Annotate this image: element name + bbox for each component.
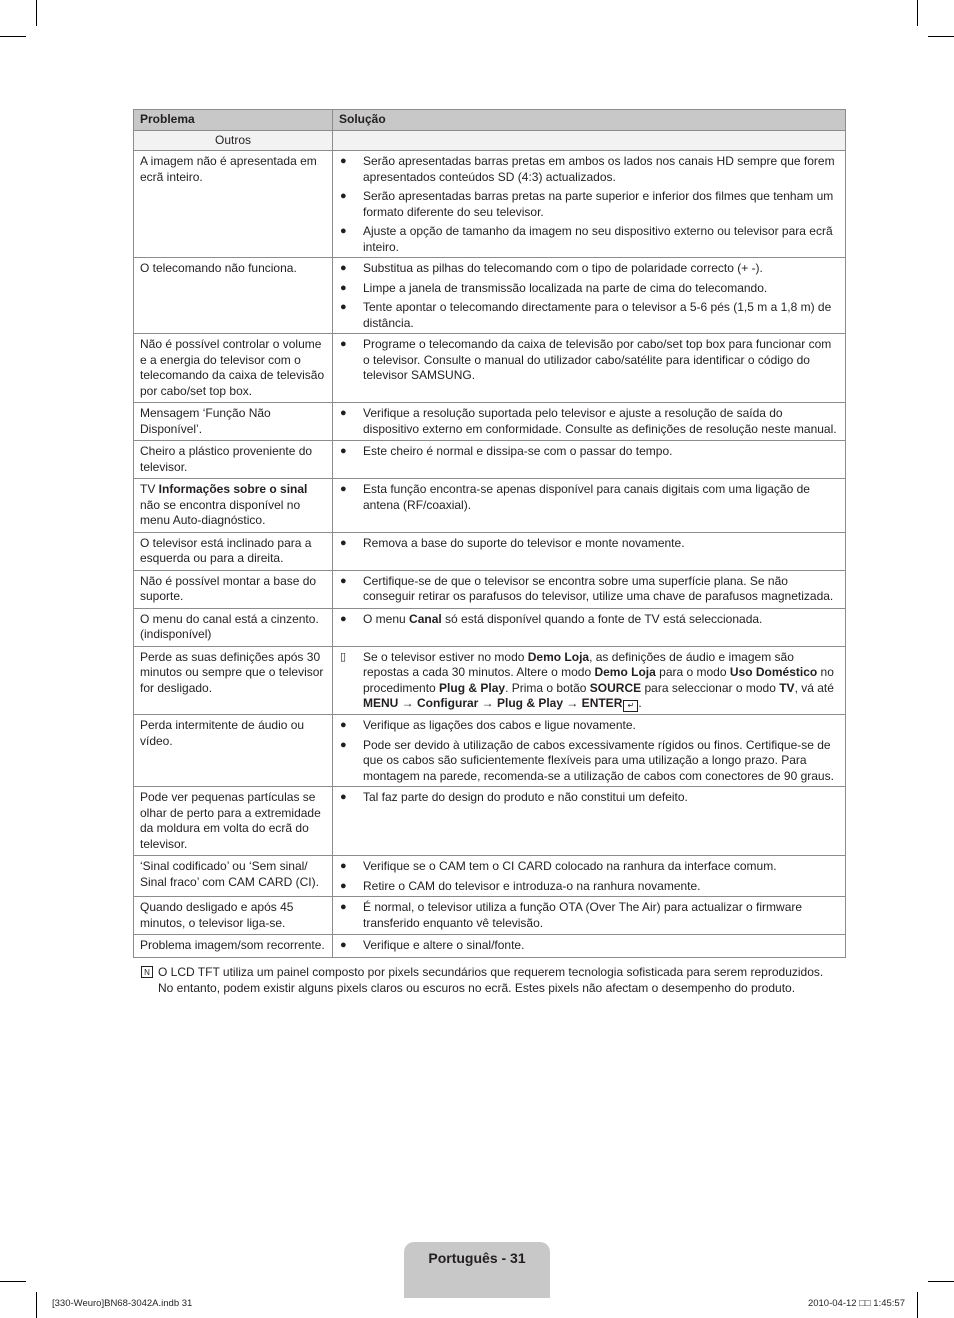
note <box>141 965 841 996</box>
solution-text: Substitua as pilhas do telecomando com o tipo de polaridade correcto (+ -). <box>363 261 763 275</box>
solution-bullet <box>337 574 839 605</box>
solution-cell <box>333 334 846 403</box>
bullet-dot-icon: ● <box>340 536 347 549</box>
solution-text: Tal faz parte do design do produto e não constitui um defeito. <box>363 790 688 804</box>
subheader-label: Outros <box>134 130 333 151</box>
table-row <box>134 151 846 258</box>
bullet-dot-icon: ● <box>340 574 347 587</box>
table-row <box>134 570 846 608</box>
problem-cell: Cheiro a plástico proveniente do televisor. <box>134 441 333 479</box>
solution-text: Verifique e altere o sinal/fonte. <box>363 938 525 952</box>
text-span: , as definições de áudio e imagem são repostas a cada 30 minutos. Altere o modo <box>363 649 794 679</box>
solution-text: Pode ser devido à utilização de cabos excessivamente rígidos ou finos. Certifique-se de que os cabos são suficientemente flexíveis para uma utilização a longo prazo. Para montagem na parede, recomenda-se a utilização de cabos com conectores de 90 graus. <box>363 737 834 783</box>
solution-text: Verifique se o CAM tem o CI CARD colocado na ranhura da interface comum. <box>363 859 777 873</box>
solution-text <box>363 650 839 713</box>
solution-cell <box>333 715 846 787</box>
bullet-dot-icon: ● <box>340 262 347 274</box>
bold-text: TV <box>779 680 795 695</box>
table-row <box>134 935 846 958</box>
solution-text: Serão apresentadas barras pretas na parte superior e inferior dos filmes que tenham um formato diferente do seu televisor. <box>363 189 834 219</box>
table-row <box>134 715 846 787</box>
bullet-dot-icon: ● <box>340 612 347 625</box>
table-row <box>134 608 846 646</box>
solution-bullet <box>337 337 839 384</box>
crop-mark <box>917 1292 918 1318</box>
solution-bullet <box>337 536 839 552</box>
problem-cell: Mensagem ‘Função Não Disponível’. <box>134 403 333 441</box>
solution-text <box>363 612 839 628</box>
solution-cell <box>333 403 846 441</box>
bullet-dot-icon: ● <box>340 901 347 913</box>
problem-cell: Perda intermitente de áudio ou vídeo. <box>134 715 333 787</box>
solution-text: Limpe a janela de transmissão localizada na parte de cima do telecomando. <box>363 280 768 295</box>
bullet-dot-icon: ● <box>340 407 347 419</box>
text-span: Se o televisor estiver no modo <box>363 649 528 664</box>
table-subheader-row <box>134 130 846 151</box>
problem-cell: Não é possível montar a base do suporte. <box>134 570 333 608</box>
solution-bullet <box>337 718 839 734</box>
troubleshooting-table <box>133 109 846 958</box>
table-header-row <box>134 110 846 131</box>
problem-cell: Problema imagem/som recorrente. <box>134 935 333 958</box>
solution-bullet <box>337 938 839 954</box>
solution-bullet <box>337 879 839 895</box>
table-row <box>134 646 846 715</box>
solution-bullet <box>337 482 839 513</box>
text-span: não se encontra disponível no menu Auto-diagnóstico. <box>140 497 301 527</box>
solution-text: Remova a base do suporte do televisor e monte novamente. <box>363 535 685 550</box>
column-header-problem: Problema <box>134 110 333 131</box>
solution-bullet <box>337 790 839 806</box>
bold-text: SOURCE <box>589 680 642 695</box>
solution-bullet <box>337 738 839 785</box>
text-span: só está disponível quando a fonte de TV está seleccionada. <box>441 611 763 626</box>
problem-cell: ‘Sinal codificado’ ou ‘Sem sinal/ Sinal fraco’ com CAM CARD (CI). <box>134 856 333 897</box>
solution-text: Este cheiro é normal e dissipa-se com o passar do tempo. <box>363 444 673 458</box>
footer-timestamp: 2010-04-12 □□ 1:45:57 <box>807 1298 905 1309</box>
solution-bullet <box>337 650 839 713</box>
bullet-dot-icon: ● <box>340 483 347 495</box>
table-row <box>134 787 846 856</box>
solution-cell <box>333 646 846 715</box>
bullet-dot-icon: ● <box>340 939 347 951</box>
crop-mark <box>928 36 954 37</box>
bullet-dot-icon: ● <box>340 338 347 350</box>
problem-cell <box>134 479 333 533</box>
solution-bullet <box>337 612 839 628</box>
solution-bullet <box>337 900 839 931</box>
table-row <box>134 532 846 570</box>
text-span: para seleccionar o modo <box>641 680 780 695</box>
solution-cell <box>333 856 846 897</box>
problem-cell: Não é possível controlar o volume e a energia do televisor com o telecomando da caixa de televisão por cabo/set top box. <box>134 334 333 403</box>
bullet-dot-icon: ● <box>340 791 347 803</box>
bullet-dot-icon: ● <box>340 281 347 294</box>
solution-text: Retire o CAM do televisor e introduza-o na ranhura novamente. <box>363 878 701 893</box>
table-row <box>134 258 846 334</box>
solution-bullet <box>337 281 839 297</box>
bullet-dot-icon: ● <box>340 225 347 237</box>
bullet-dot-icon: ● <box>340 719 347 731</box>
bullet-dot-icon: ● <box>340 155 347 167</box>
solution-bullet <box>337 444 839 460</box>
crop-mark <box>36 0 37 26</box>
bold-text: Canal <box>409 611 442 626</box>
bullet-dot-icon: ● <box>340 738 347 751</box>
bold-text: Informações sobre o sinal <box>158 482 308 496</box>
subheader-empty-cell <box>333 130 846 151</box>
problem-cell: A imagem não é apresentada em ecrã inteiro. <box>134 151 333 258</box>
table-row <box>134 479 846 533</box>
solution-cell <box>333 151 846 258</box>
box-bullet-icon: ▯ <box>340 650 347 663</box>
enter-icon: ↵ <box>623 700 638 712</box>
solution-bullet <box>337 406 839 437</box>
text-span: para o modo <box>655 665 730 679</box>
solution-text: Certifique-se de que o televisor se encontra sobre uma superfície plana. Se não conseguir retirar os parafusos do televisor, utilize uma chave de parafusos magnetizada. <box>363 573 834 603</box>
solution-text: Serão apresentadas barras pretas em ambos os lados nos canais HD sempre que forem apresentados conteúdos SD (4:3) actualizados. <box>363 154 835 184</box>
solution-cell <box>333 897 846 935</box>
table-row <box>134 334 846 403</box>
table-row <box>134 403 846 441</box>
column-header-solution: Solução <box>333 110 846 131</box>
bullet-dot-icon: ● <box>340 445 347 457</box>
solution-cell <box>333 532 846 570</box>
problem-cell: O telecomando não funciona. <box>134 258 333 334</box>
text-span: . Prima o botão <box>505 680 590 695</box>
bullet-dot-icon: ● <box>340 190 347 202</box>
note-icon: N <box>141 966 153 978</box>
solution-bullet <box>337 859 839 875</box>
crop-mark <box>928 1281 954 1282</box>
page-number: Português - 31 <box>428 1250 526 1266</box>
crop-mark <box>0 36 26 37</box>
crop-mark <box>36 1292 37 1318</box>
text-span: , vá até <box>794 680 834 695</box>
solution-text: Programe o telecomando da caixa de televisão por cabo/set top box para funcionar com o televisor. Consulte o manual do utilizador cabo/satélite para identificar o código do televisor SAMSUNG. <box>363 337 832 382</box>
bold-text: Demo Loja <box>527 649 590 664</box>
bullet-dot-icon: ● <box>340 860 347 872</box>
solution-cell <box>333 570 846 608</box>
solution-cell <box>333 441 846 479</box>
solution-text: Tente apontar o telecomando directamente para o televisor a 5-6 pés (1,5 m a 1,8 m) de distância. <box>363 300 832 330</box>
text-span: TV <box>140 482 159 496</box>
solution-cell <box>333 608 846 646</box>
bullet-dot-icon: ● <box>340 879 347 892</box>
solution-bullet <box>337 261 839 277</box>
problem-cell: O televisor está inclinado para a esquerda ou para a direita. <box>134 532 333 570</box>
bold-text: Uso Doméstico <box>729 665 818 679</box>
problem-cell: Quando desligado e após 45 minutos, o televisor liga-se. <box>134 897 333 935</box>
solution-text: Verifique a resolução suportada pelo televisor e ajuste a resolução de saída do dispositivo externo em conformidade. Consulte as definições de resolução neste manual. <box>363 406 837 436</box>
solution-text: Verifique as ligações dos cabos e ligue novamente. <box>363 718 636 732</box>
solution-cell <box>333 258 846 334</box>
bold-text: Plug & Play <box>439 680 506 695</box>
troubleshooting-table-wrapper <box>133 109 845 958</box>
crop-mark <box>0 1281 26 1282</box>
bold-text: Demo Loja <box>594 665 656 679</box>
bullet-dot-icon: ● <box>340 301 347 313</box>
problem-cell: Perde as suas definições após 30 minutos ou sempre que o televisor for desligado. <box>134 646 333 715</box>
solution-text: Esta função encontra-se apenas disponível para canais digitais com uma ligação de antena (RF/coaxial). <box>363 482 810 512</box>
solution-cell <box>333 479 846 533</box>
solution-cell <box>333 935 846 958</box>
solution-bullet <box>337 224 839 255</box>
solution-text: É normal, o televisor utiliza a função OTA (Over The Air) para actualizar o firmware transferido enquanto vê televisão. <box>363 900 803 930</box>
solution-cell <box>333 787 846 856</box>
table-row <box>134 856 846 897</box>
bold-text: MENU → Configurar → Plug & Play → ENTER <box>363 696 623 710</box>
page-number-tab <box>404 1242 550 1298</box>
table-row <box>134 897 846 935</box>
table-row <box>134 441 846 479</box>
text-span: . <box>638 696 642 710</box>
solution-bullet <box>337 189 839 220</box>
problem-cell: Pode ver pequenas partículas se olhar de perto para a extremidade da moldura em volta do ecrã do televisor. <box>134 787 333 856</box>
text-span: O menu <box>363 611 410 626</box>
solution-bullet <box>337 154 839 185</box>
note-text: O LCD TFT utiliza um painel composto por pixels secundários que requerem tecnologia sofisticada para serem reproduzidos. No entanto, podem existir alguns pixels claros ou escuros no ecrã. Estes pixels não afectam o desempenho do produto. <box>158 965 824 995</box>
solution-bullet <box>337 300 839 331</box>
solution-text: Ajuste a opção de tamanho da imagem no seu dispositivo externo ou televisor para ecrã inteiro. <box>363 224 833 254</box>
problem-cell: O menu do canal está a cinzento. (indisponível) <box>134 608 333 646</box>
text-span: no procedimento <box>363 665 834 695</box>
footer-file-info: [330-Weuro]BN68-3042A.indb 31 <box>52 1298 193 1309</box>
crop-mark <box>917 0 918 26</box>
